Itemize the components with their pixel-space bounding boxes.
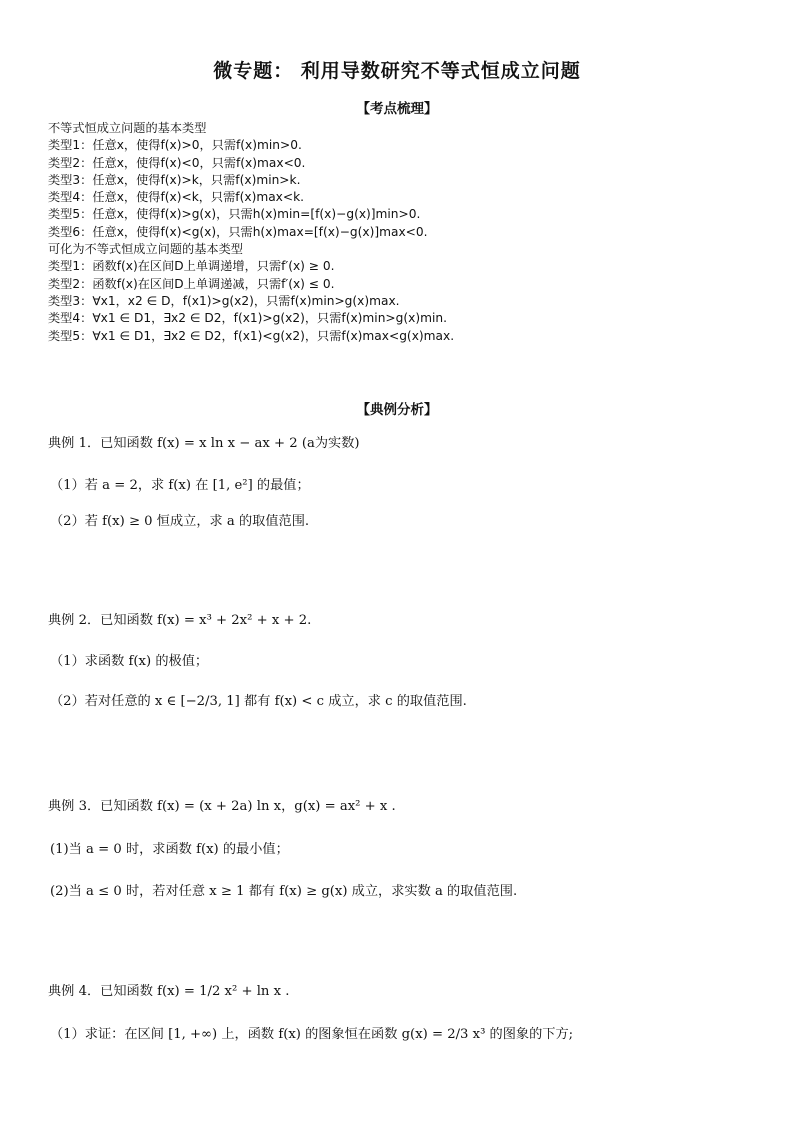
section-heading-examples: 【典例分析】 (356, 402, 438, 418)
example-3-part-1: (1)当 a = 0 时，求函数 f(x) 的最小值； (50, 842, 289, 857)
type-list (48, 120, 454, 345)
example-1-stem: 典例 1．已知函数 f(x) = x ln x − ax + 2 (a为实数) (48, 436, 360, 451)
example-1-part-2: （2）若 f(x) ≥ 0 恒成立，求 a 的取值范围. (50, 514, 310, 529)
convertible-type-item: 类型2：函数f(x)在区间D上单调递减，只需f′(x) ≤ 0. (48, 276, 335, 291)
example-4-part-1: （1）求证：在区间 [1, +∞) 上，函数 f(x) 的图象恒在函数 g(x) = 2/3 x³ 的图象的下方; (50, 1027, 574, 1042)
basic-types-header: 不等式恒成立问题的基本类型 (48, 121, 207, 135)
convertible-type-item: 类型1：函数f(x)在区间D上单调递增，只需f′(x) ≥ 0. (48, 259, 335, 274)
convertible-type-item: 类型3：∀x1，x2 ∈ D，f(x1)>g(x2)，只需f(x)min>g(x)max. (48, 293, 400, 308)
convertible-type-item: 类型5：∀x1 ∈ D1，∃x2 ∈ D2，f(x1)<g(x2)，只需f(x)max<g(x)max. (48, 328, 455, 343)
basic-type-item: 类型3：任意x，使得f(x)>k，只需f(x)min>k. (48, 172, 301, 187)
basic-type-item: 类型2：任意x，使得f(x)<0，只需f(x)max<0. (48, 155, 306, 170)
example-2-stem: 典例 2．已知函数 f(x) = x³ + 2x² + x + 2. (48, 613, 312, 628)
page-title: 微专题： 利用导数研究不等式恒成立问题 (213, 60, 581, 82)
basic-type-item: 类型5：任意x，使得f(x)>g(x)，只需h(x)min=[f(x)−g(x)]min>0. (48, 207, 421, 222)
example-4-stem: 典例 4．已知函数 f(x) = 1/2 x² + ln x . (48, 984, 290, 999)
convertible-type-item: 类型4：∀x1 ∈ D1，∃x2 ∈ D2，f(x1)>g(x2)，只需f(x)min>g(x)min. (48, 311, 447, 326)
example-2-part-2: （2）若对任意的 x ∈ [−2/3, 1] 都有 f(x) < c 成立，求 c 的取值范围. (50, 694, 467, 709)
section-heading-review: 【考点梳理】 (356, 101, 438, 117)
basic-type-item: 类型4：任意x，使得f(x)<k，只需f(x)max<k. (48, 190, 305, 205)
example-1-part-1: （1）若 a = 2，求 f(x) 在 [1, e²] 的最值； (50, 478, 310, 493)
example-2-part-1: （1）求函数 f(x) 的极值； (50, 654, 209, 669)
convertible-types-header: 可化为不等式恒成立问题的基本类型 (48, 242, 243, 257)
example-3-stem: 典例 3．已知函数 f(x) = (x + 2a) ln x，g(x) = ax² + x . (48, 799, 396, 814)
basic-type-item: 类型1：任意x，使得f(x)>0，只需f(x)min>0. (48, 138, 302, 153)
example-3-part-2: (2)当 a ≤ 0 时，若对任意 x ≥ 1 都有 f(x) ≥ g(x) 成立，求实数 a 的取值范围. (50, 884, 518, 899)
basic-type-item: 类型6：任意x，使得f(x)<g(x)，只需h(x)max=[f(x)−g(x)]max<0. (48, 224, 428, 239)
